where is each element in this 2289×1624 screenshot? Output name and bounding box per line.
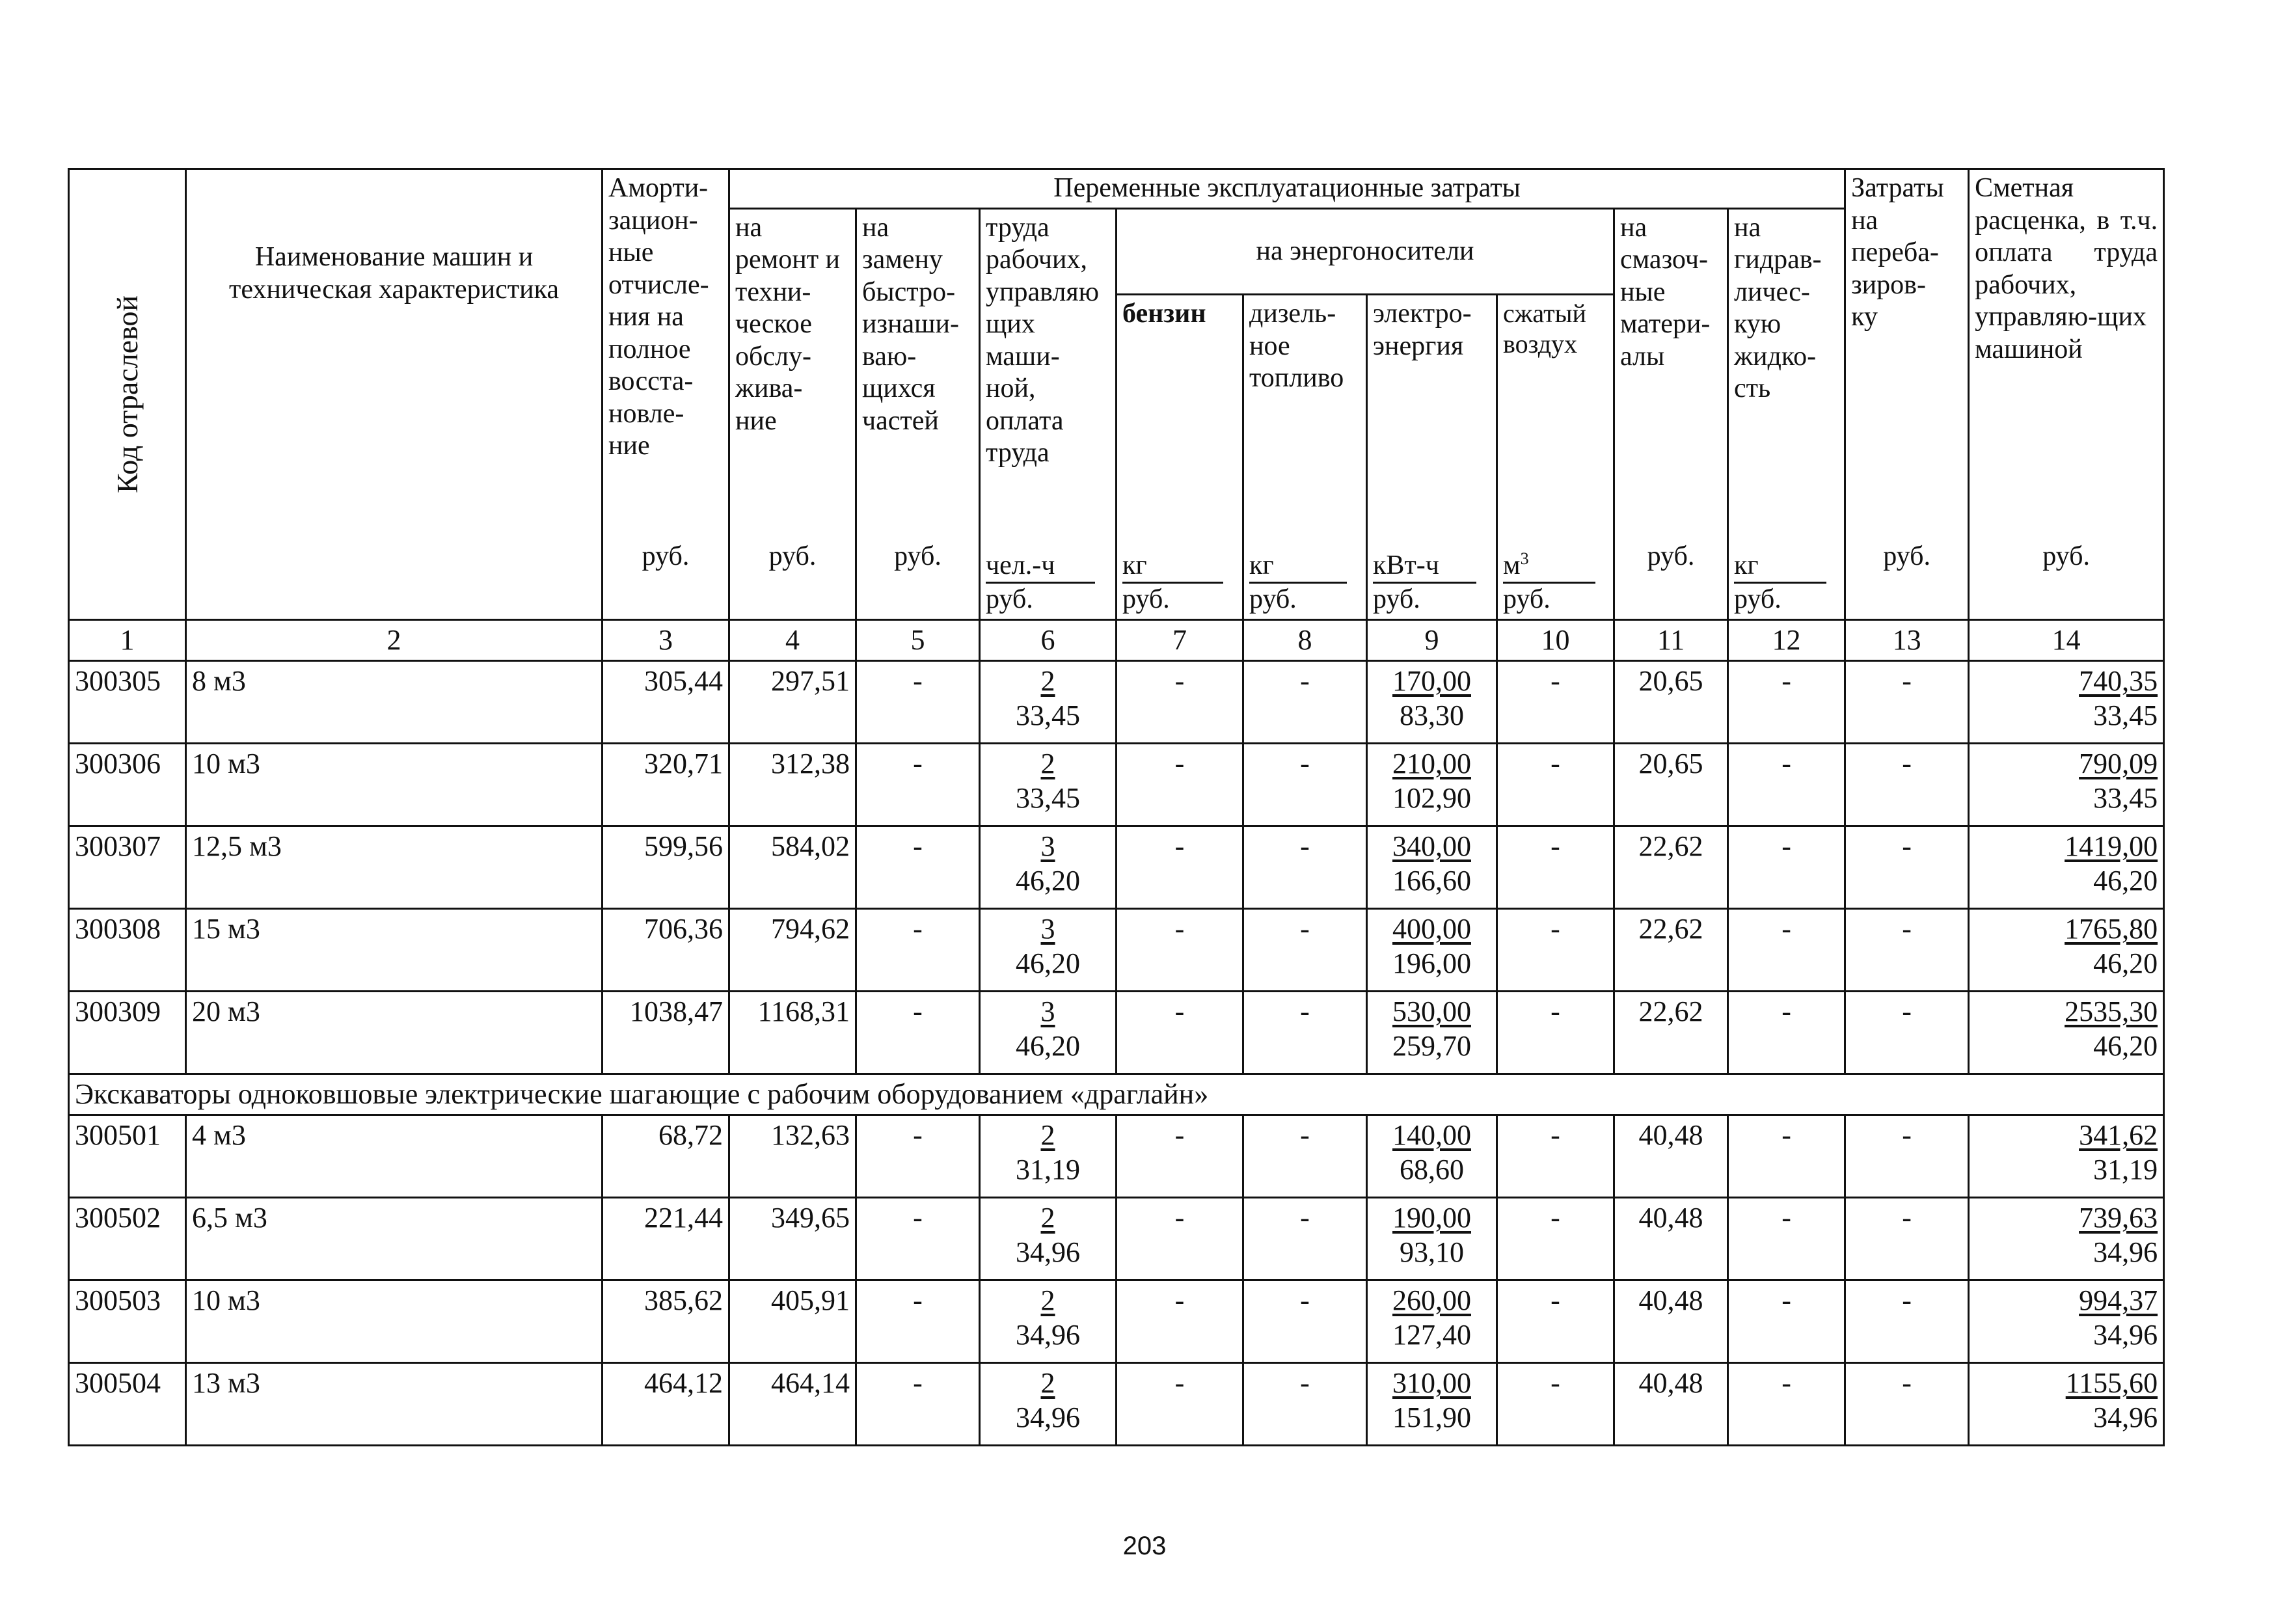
- cell-electric: [1367, 1115, 1497, 1198]
- cell-repair: 349,65: [729, 1198, 856, 1280]
- header-repair: [729, 208, 856, 619]
- cell-labor-cost: 34,96: [1016, 1401, 1080, 1433]
- cell-air: -: [1497, 992, 1614, 1074]
- header-labor: [980, 208, 1117, 619]
- cell-labor: [980, 1198, 1117, 1280]
- cell-labor-cost: 46,20: [1016, 864, 1080, 897]
- cell-diesel: -: [1243, 744, 1367, 826]
- cell-labor: [980, 1280, 1117, 1363]
- cell-air: -: [1497, 1198, 1614, 1280]
- header-amortization-label: Аморти- зацион- ные отчисле- ния на полное восста- новле- ние: [608, 173, 709, 461]
- header-labor-unit-bottom: руб.: [986, 584, 1033, 615]
- cell-relocation: -: [1845, 1363, 1969, 1446]
- header-amortization-unit: руб.: [642, 541, 690, 572]
- header-diesel-unit-top: кг: [1249, 550, 1347, 584]
- cell-name: 13 м3: [186, 1363, 603, 1446]
- cell-labor: [980, 826, 1117, 909]
- cell-amortization: 68,72: [603, 1115, 729, 1198]
- cell-diesel: -: [1243, 1280, 1367, 1363]
- header-petrol: [1117, 295, 1243, 620]
- column-number: 12: [1728, 620, 1845, 661]
- cell-lubricant: 22,62: [1614, 826, 1728, 909]
- cell-code: 300308: [69, 909, 186, 992]
- header-diesel: [1243, 295, 1367, 620]
- cell-diesel: -: [1243, 1363, 1367, 1446]
- cell-labor-hours: 3: [1040, 913, 1055, 945]
- cell-estimate-total: 2535,30: [2065, 995, 2158, 1027]
- cell-electric: [1367, 1198, 1497, 1280]
- cell-labor: [980, 1363, 1117, 1446]
- cell-amortization: 706,36: [603, 909, 729, 992]
- cell-name: 20 м3: [186, 992, 603, 1074]
- header-labor-unit-top: чел.-ч: [986, 550, 1095, 584]
- cell-electric-cost: 68,60: [1400, 1153, 1464, 1185]
- cell-petrol: -: [1117, 661, 1243, 744]
- cell-hydraulic: -: [1728, 1363, 1845, 1446]
- cell-estimate-total: 1765,80: [2065, 913, 2158, 945]
- page-number: 203: [1122, 1532, 1167, 1560]
- cell-air: -: [1497, 1115, 1614, 1198]
- cell-code: 300502: [69, 1198, 186, 1280]
- header-labor-label: труда рабочих, управляю щих маши- ной, оплата труда: [986, 212, 1100, 468]
- cell-electric-cost: 151,90: [1392, 1401, 1471, 1433]
- cell-hydraulic: -: [1728, 744, 1845, 826]
- header-variable-costs: [729, 169, 1845, 209]
- header-lubricant-label: на смазоч- ные матери- алы: [1620, 212, 1711, 372]
- cell-hydraulic: -: [1728, 992, 1845, 1074]
- cell-electric-kwh: 340,00: [1392, 830, 1471, 862]
- machine-cost-table: [68, 168, 2165, 1446]
- cell-air: -: [1497, 1363, 1614, 1446]
- column-number: 14: [1969, 620, 2164, 661]
- table-row: [69, 1115, 2164, 1198]
- cell-labor: [980, 1115, 1117, 1198]
- header-air: [1497, 295, 1614, 620]
- cell-name: 10 м3: [186, 1280, 603, 1363]
- cell-repair: 405,91: [729, 1280, 856, 1363]
- column-number: 11: [1614, 620, 1728, 661]
- table-row: [69, 744, 2164, 826]
- cell-amortization: 305,44: [603, 661, 729, 744]
- header-name-label: Наименование машин и техническая характеристика: [228, 242, 559, 304]
- cell-estimate-total: 994,37: [2079, 1284, 2158, 1316]
- column-number: 8: [1243, 620, 1367, 661]
- cell-estimate-total: 1155,60: [2065, 1367, 2158, 1399]
- header-lubricant: [1614, 208, 1728, 619]
- cell-diesel: -: [1243, 1198, 1367, 1280]
- cell-repair: 794,62: [729, 909, 856, 992]
- cell-estimate-labor: 46,20: [2093, 864, 2158, 897]
- cell-hydraulic: -: [1728, 1115, 1845, 1198]
- cell-labor: [980, 744, 1117, 826]
- cell-estimate-labor: 31,19: [2093, 1153, 2158, 1185]
- column-number: 5: [856, 620, 980, 661]
- header-air-unit-top: м: [1503, 550, 1521, 580]
- header-relocation: [1845, 169, 1969, 620]
- cell-hydraulic: -: [1728, 661, 1845, 744]
- cell-amortization: 221,44: [603, 1198, 729, 1280]
- header-estimate-label: Сметная расценка, в т.ч. оплата труда рабочих, управляю-щих машиной: [1975, 173, 2158, 364]
- cell-air: -: [1497, 909, 1614, 992]
- header-petrol-unit-bottom: руб.: [1122, 584, 1170, 615]
- cell-labor: [980, 909, 1117, 992]
- cell-lubricant: 20,65: [1614, 661, 1728, 744]
- header-energy-label: на энергоносители: [1256, 236, 1474, 266]
- header-lubricant-unit: руб.: [1647, 541, 1695, 572]
- cell-electric: [1367, 661, 1497, 744]
- cell-electric-kwh: 310,00: [1392, 1367, 1471, 1399]
- cell-estimate-total: 1419,00: [2065, 830, 2158, 862]
- cell-electric: [1367, 1280, 1497, 1363]
- cell-diesel: -: [1243, 826, 1367, 909]
- cell-name: 4 м3: [186, 1115, 603, 1198]
- header-hydraulic-label: на гидрав- личес- кую жидко- сть: [1734, 212, 1822, 404]
- header-relocation-label: Затраты на переба- зиров- ку: [1851, 173, 1944, 332]
- cell-electric-cost: 196,00: [1392, 947, 1471, 979]
- header-variable-costs-label: Переменные эксплуатационные затраты: [1053, 173, 1521, 203]
- header-name: [186, 169, 603, 620]
- cell-relocation: -: [1845, 1280, 1969, 1363]
- header-petrol-unit-top: кг: [1122, 550, 1223, 584]
- cell-labor-cost: 33,45: [1016, 781, 1080, 814]
- cell-labor-hours: 2: [1040, 1202, 1055, 1234]
- header-code: [69, 169, 186, 620]
- cell-estimate-labor: 34,96: [2093, 1236, 2158, 1268]
- header-hydraulic-unit-bottom: руб.: [1734, 584, 1781, 615]
- header-estimate-unit: руб.: [2042, 541, 2090, 572]
- cell-labor-hours: 3: [1040, 830, 1055, 862]
- cell-parts: -: [856, 1280, 980, 1363]
- cell-labor-cost: 34,96: [1016, 1236, 1080, 1268]
- cell-electric: [1367, 909, 1497, 992]
- header-electric-label: электро- энергия: [1373, 299, 1472, 361]
- cell-labor: [980, 661, 1117, 744]
- cell-lubricant: 40,48: [1614, 1280, 1728, 1363]
- table-row: [69, 826, 2164, 909]
- cell-petrol: -: [1117, 1198, 1243, 1280]
- cell-repair: 297,51: [729, 661, 856, 744]
- cell-electric: [1367, 1363, 1497, 1446]
- cell-diesel: -: [1243, 909, 1367, 992]
- cell-relocation: -: [1845, 992, 1969, 1074]
- cell-name: 15 м3: [186, 909, 603, 992]
- cell-labor-cost: 34,96: [1016, 1318, 1080, 1351]
- cell-lubricant: 22,62: [1614, 909, 1728, 992]
- cell-hydraulic: -: [1728, 909, 1845, 992]
- header-hydraulic: [1728, 208, 1845, 619]
- cell-code: 300504: [69, 1363, 186, 1446]
- cell-estimate-labor: 34,96: [2093, 1318, 2158, 1351]
- header-diesel-unit-bottom: руб.: [1249, 584, 1297, 615]
- header-amortization: [603, 169, 729, 620]
- header-energy: [1117, 208, 1614, 294]
- cell-repair: 584,02: [729, 826, 856, 909]
- cell-lubricant: 40,48: [1614, 1198, 1728, 1280]
- cell-hydraulic: -: [1728, 1280, 1845, 1363]
- cell-estimate: [1969, 826, 2164, 909]
- column-number: 1: [69, 620, 186, 661]
- cell-electric: [1367, 826, 1497, 909]
- cell-parts: -: [856, 744, 980, 826]
- cell-estimate-labor: 34,96: [2093, 1401, 2158, 1433]
- cell-code: 300307: [69, 826, 186, 909]
- cell-estimate-labor: 33,45: [2093, 781, 2158, 814]
- table-row: [69, 1198, 2164, 1280]
- cell-relocation: -: [1845, 909, 1969, 992]
- cell-electric-kwh: 210,00: [1392, 748, 1471, 779]
- cell-relocation: -: [1845, 744, 1969, 826]
- header-code-label: Код отраслевой: [110, 295, 144, 494]
- header-air-unit-sup: 3: [1520, 548, 1529, 568]
- cell-air: -: [1497, 661, 1614, 744]
- cell-parts: -: [856, 1363, 980, 1446]
- cell-code: 300503: [69, 1280, 186, 1363]
- column-number: 9: [1367, 620, 1497, 661]
- cell-repair: 132,63: [729, 1115, 856, 1198]
- cell-air: -: [1497, 744, 1614, 826]
- cell-lubricant: 40,48: [1614, 1115, 1728, 1198]
- cell-amortization: 1038,47: [603, 992, 729, 1074]
- cell-parts: -: [856, 826, 980, 909]
- cell-relocation: -: [1845, 661, 1969, 744]
- cell-labor-cost: 33,45: [1016, 699, 1080, 731]
- cell-electric-kwh: 260,00: [1392, 1284, 1471, 1316]
- cell-estimate-total: 739,63: [2079, 1202, 2158, 1234]
- cell-estimate: [1969, 661, 2164, 744]
- cell-petrol: -: [1117, 1115, 1243, 1198]
- section-title: Экскаваторы одноковшовые электрические шагающие с рабочим оборудованием «драглайн»: [69, 1074, 2164, 1115]
- cell-code: 300309: [69, 992, 186, 1074]
- cell-labor-hours: 2: [1040, 748, 1055, 779]
- cell-name: 8 м3: [186, 661, 603, 744]
- cell-electric-kwh: 400,00: [1392, 913, 1471, 945]
- cell-labor-hours: 3: [1040, 995, 1055, 1027]
- header-repair-label: на ремонт и техни- ческое обслу- жива- ние: [735, 212, 841, 436]
- cell-petrol: -: [1117, 826, 1243, 909]
- cell-estimate-total: 740,35: [2079, 665, 2158, 697]
- header-repair-unit: руб.: [768, 541, 817, 572]
- cell-code: 300501: [69, 1115, 186, 1198]
- cell-petrol: -: [1117, 1363, 1243, 1446]
- cell-electric-cost: 166,60: [1392, 864, 1471, 897]
- cell-hydraulic: -: [1728, 826, 1845, 909]
- cell-labor: [980, 992, 1117, 1074]
- cell-estimate-labor: 46,20: [2093, 947, 2158, 979]
- cell-estimate: [1969, 744, 2164, 826]
- cell-labor-hours: 2: [1040, 665, 1055, 697]
- cell-amortization: 464,12: [603, 1363, 729, 1446]
- cell-petrol: -: [1117, 909, 1243, 992]
- column-number: 6: [980, 620, 1117, 661]
- header-parts-label: на замену быстро- изнаши- ваю- щихся частей: [862, 212, 959, 436]
- cell-electric-cost: 83,30: [1400, 699, 1464, 731]
- cell-estimate: [1969, 992, 2164, 1074]
- cell-electric: [1367, 744, 1497, 826]
- cell-parts: -: [856, 1198, 980, 1280]
- header-air-unit-bottom: руб.: [1503, 584, 1551, 615]
- cell-electric-cost: 93,10: [1400, 1236, 1464, 1268]
- header-parts-unit: руб.: [894, 541, 941, 572]
- cell-diesel: -: [1243, 1115, 1367, 1198]
- cell-estimate: [1969, 1115, 2164, 1198]
- cell-estimate: [1969, 1198, 2164, 1280]
- cell-amortization: 320,71: [603, 744, 729, 826]
- cell-estimate-total: 341,62: [2079, 1119, 2158, 1151]
- cell-electric-kwh: 190,00: [1392, 1202, 1471, 1234]
- column-number: 2: [186, 620, 603, 661]
- cell-parts: -: [856, 661, 980, 744]
- cell-estimate: [1969, 1280, 2164, 1363]
- cell-electric-cost: 259,70: [1392, 1029, 1471, 1062]
- cell-estimate: [1969, 1363, 2164, 1446]
- cell-electric-kwh: 170,00: [1392, 665, 1471, 697]
- header-estimate: [1969, 169, 2164, 620]
- cell-repair: 1168,31: [729, 992, 856, 1074]
- rows-group-b: [69, 1115, 2164, 1446]
- cell-parts: -: [856, 992, 980, 1074]
- cell-estimate-labor: 46,20: [2093, 1029, 2158, 1062]
- cell-labor-hours: 2: [1040, 1367, 1055, 1399]
- header-relocation-unit: руб.: [1883, 541, 1930, 572]
- cell-code: 300306: [69, 744, 186, 826]
- cell-labor-cost: 46,20: [1016, 947, 1080, 979]
- header-parts: [856, 208, 980, 619]
- table-row: [69, 661, 2164, 744]
- column-number: 10: [1497, 620, 1614, 661]
- cell-repair: 464,14: [729, 1363, 856, 1446]
- cell-petrol: -: [1117, 992, 1243, 1074]
- cell-electric: [1367, 992, 1497, 1074]
- cell-name: 6,5 м3: [186, 1198, 603, 1280]
- cell-labor-hours: 2: [1040, 1119, 1055, 1151]
- table-row: [69, 992, 2164, 1074]
- table-row: [69, 1363, 2164, 1446]
- cell-estimate: [1969, 909, 2164, 992]
- cell-lubricant: 20,65: [1614, 744, 1728, 826]
- cell-air: -: [1497, 1280, 1614, 1363]
- cell-estimate-labor: 33,45: [2093, 699, 2158, 731]
- header-diesel-label: дизель- ное топливо: [1249, 299, 1344, 394]
- header-electric-unit-top: кВт-ч: [1373, 550, 1476, 584]
- column-number: 4: [729, 620, 856, 661]
- cell-name: 12,5 м3: [186, 826, 603, 909]
- table-row: [69, 909, 2164, 992]
- cell-estimate-total: 790,09: [2079, 748, 2158, 779]
- cell-electric-cost: 102,90: [1392, 781, 1471, 814]
- cell-name: 10 м3: [186, 744, 603, 826]
- header-air-label: сжатый воздух: [1503, 299, 1586, 359]
- cell-amortization: 599,56: [603, 826, 729, 909]
- cell-amortization: 385,62: [603, 1280, 729, 1363]
- cell-relocation: -: [1845, 1115, 1969, 1198]
- cell-electric-kwh: 530,00: [1392, 995, 1471, 1027]
- table-row: [69, 1280, 2164, 1363]
- column-numbers-row: [69, 620, 2164, 661]
- column-number: 3: [603, 620, 729, 661]
- header-petrol-label: бензин: [1122, 299, 1206, 329]
- cell-diesel: -: [1243, 661, 1367, 744]
- cell-parts: -: [856, 1115, 980, 1198]
- cell-lubricant: 22,62: [1614, 992, 1728, 1074]
- cell-relocation: -: [1845, 826, 1969, 909]
- cell-diesel: -: [1243, 992, 1367, 1074]
- cell-hydraulic: -: [1728, 1198, 1845, 1280]
- cell-petrol: -: [1117, 1280, 1243, 1363]
- rows-group-a: [69, 661, 2164, 1074]
- cell-relocation: -: [1845, 1198, 1969, 1280]
- cell-repair: 312,38: [729, 744, 856, 826]
- cell-petrol: -: [1117, 744, 1243, 826]
- header-hydraulic-unit-top: кг: [1734, 550, 1826, 584]
- cell-electric-cost: 127,40: [1392, 1318, 1471, 1351]
- cell-labor-hours: 2: [1040, 1284, 1055, 1316]
- column-number: 7: [1117, 620, 1243, 661]
- header-electric-unit-bottom: руб.: [1373, 584, 1420, 615]
- cell-code: 300305: [69, 661, 186, 744]
- cell-lubricant: 40,48: [1614, 1363, 1728, 1446]
- section-row: [69, 1074, 2164, 1115]
- cell-electric-kwh: 140,00: [1392, 1119, 1471, 1151]
- cell-parts: -: [856, 909, 980, 992]
- column-number: 13: [1845, 620, 1969, 661]
- header-electric: [1367, 295, 1497, 620]
- cell-labor-cost: 31,19: [1016, 1153, 1080, 1185]
- cell-air: -: [1497, 826, 1614, 909]
- cell-labor-cost: 46,20: [1016, 1029, 1080, 1062]
